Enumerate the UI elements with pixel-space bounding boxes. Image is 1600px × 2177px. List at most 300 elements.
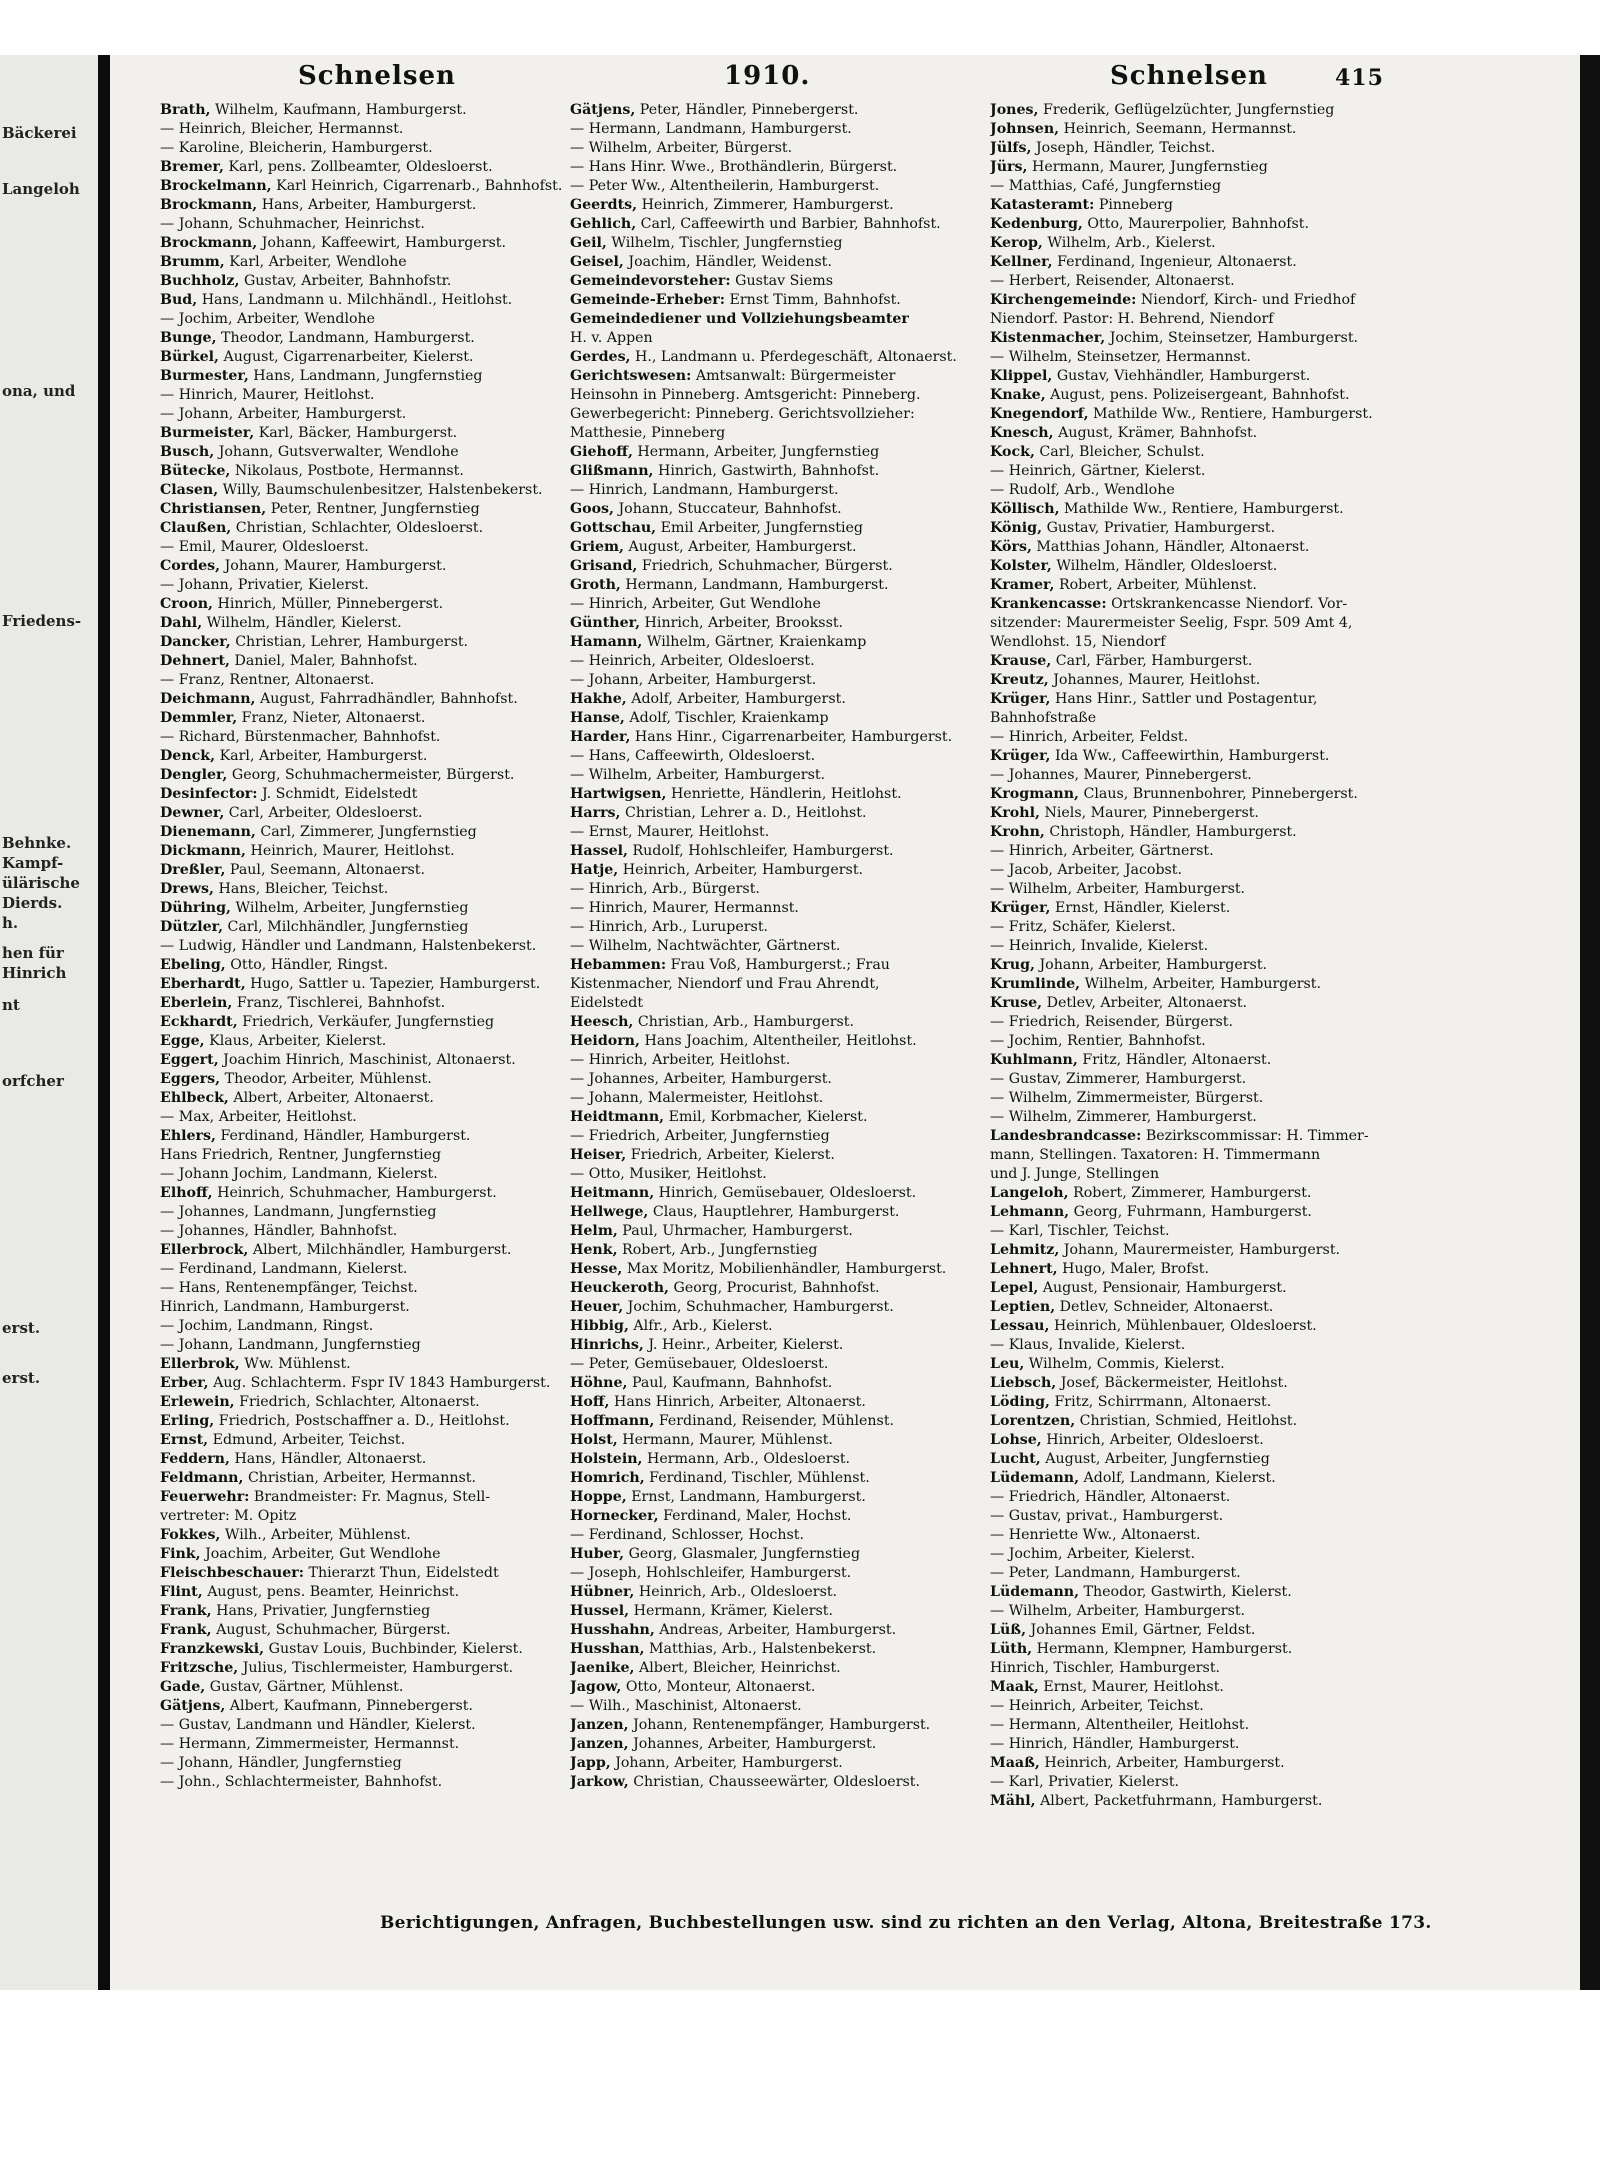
entry-details: — Richard, Bürstenmacher, Bahnhofst. bbox=[160, 729, 441, 745]
entry-surname: Dengler, bbox=[160, 767, 228, 783]
directory-entry bbox=[570, 1678, 974, 1697]
entry-details: Christian, Chausseewärter, Oldesloerst. bbox=[633, 1774, 920, 1790]
directory-entry bbox=[990, 329, 1394, 348]
directory-entry bbox=[160, 1146, 564, 1165]
directory-entry bbox=[990, 1279, 1394, 1298]
directory-entry bbox=[160, 709, 564, 728]
entry-surname: Hartwigsen, bbox=[570, 786, 667, 802]
directory-entry bbox=[160, 1279, 564, 1298]
entry-details: — Friedrich, Reisender, Bürgerst. bbox=[990, 1014, 1234, 1030]
entry-details: Albert, Milchhändler, Hamburgerst. bbox=[252, 1242, 512, 1258]
entry-surname: Lorentzen, bbox=[990, 1413, 1076, 1429]
entry-details: Franz, Nieter, Altonaerst. bbox=[241, 710, 426, 726]
entry-surname: Hinrichs, bbox=[570, 1337, 644, 1353]
directory-entry bbox=[990, 1336, 1394, 1355]
entry-details: Christian, Schmied, Heitlohst. bbox=[1079, 1413, 1298, 1429]
entry-details: Joachim Hinrich, Maschinist, Altonaerst. bbox=[223, 1052, 516, 1068]
directory-entry bbox=[570, 1374, 974, 1393]
entry-surname: Harder, bbox=[570, 729, 631, 745]
scanned-spread bbox=[0, 55, 1600, 1990]
entry-details: Hans Joachim, Altentheiler, Heitlohst. bbox=[644, 1033, 917, 1049]
entry-details: Hans, Bleicher, Teichst. bbox=[218, 881, 389, 897]
entry-details: Hermann, Arbeiter, Jungfernstieg bbox=[637, 444, 880, 460]
entry-details: Karl Heinrich, Cigarrenarb., Bahnhofst. bbox=[276, 178, 563, 194]
entry-details: — Herbert, Reisender, Altonaerst. bbox=[990, 273, 1235, 289]
column-3 bbox=[990, 101, 1394, 1811]
entry-surname: Krohl, bbox=[990, 805, 1040, 821]
directory-entry bbox=[570, 975, 974, 994]
entry-details: — Wilhelm, Steinsetzer, Hermannst. bbox=[990, 349, 1251, 365]
entry-details: Hans, Arbeiter, Hamburgerst. bbox=[261, 197, 477, 213]
page-number: 415 bbox=[1335, 65, 1384, 91]
directory-entry bbox=[570, 728, 974, 747]
directory-entry bbox=[160, 481, 564, 500]
entry-details: Gustav Louis, Buchbinder, Kielerst. bbox=[268, 1641, 523, 1657]
entry-surname: Claußen, bbox=[160, 520, 232, 536]
directory-entry bbox=[990, 576, 1394, 595]
entry-details: — Karl, Privatier, Kielerst. bbox=[990, 1774, 1180, 1790]
directory-entry bbox=[990, 557, 1394, 576]
directory-entry bbox=[570, 1545, 974, 1564]
directory-entry bbox=[570, 367, 974, 386]
entry-details: Daniel, Maler, Bahnhofst. bbox=[234, 653, 418, 669]
entry-details: Heinrich, Arbeiter, Hamburgerst. bbox=[1044, 1755, 1285, 1771]
entry-details: Wilhelm, Händler, Kielerst. bbox=[206, 615, 402, 631]
entry-surname: Leptien, bbox=[990, 1299, 1056, 1315]
entry-details: Hermann, Arb., Oldesloerst. bbox=[646, 1451, 851, 1467]
entry-details: Friedrich, Postschaffner a. D., Heitlohst. bbox=[218, 1413, 510, 1429]
directory-entry bbox=[570, 1279, 974, 1298]
entry-surname: Knake, bbox=[990, 387, 1046, 403]
directory-entry bbox=[570, 348, 974, 367]
directory-entry bbox=[160, 386, 564, 405]
entry-surname: Fokkes, bbox=[160, 1527, 221, 1543]
directory-entry bbox=[990, 1507, 1394, 1526]
directory-entry bbox=[570, 1469, 974, 1488]
directory-entry bbox=[160, 880, 564, 899]
directory-entry bbox=[990, 804, 1394, 823]
directory-entry bbox=[570, 1298, 974, 1317]
entry-surname: Gätjens, bbox=[160, 1698, 226, 1714]
directory-entry bbox=[990, 1203, 1394, 1222]
entry-details: Johannes, Maurer, Heitlohst. bbox=[1053, 672, 1261, 688]
directory-entry bbox=[160, 1317, 564, 1336]
entry-details: August, Arbeiter, Jungfernstieg bbox=[1045, 1451, 1270, 1467]
entry-details: Georg, Procurist, Bahnhofst. bbox=[673, 1280, 880, 1296]
directory-entry bbox=[570, 861, 974, 880]
entry-surname: Demmler, bbox=[160, 710, 238, 726]
directory-entry bbox=[570, 405, 974, 424]
entry-surname: Lehnert, bbox=[990, 1261, 1058, 1277]
entry-details: Carl, Arbeiter, Oldesloerst. bbox=[228, 805, 423, 821]
previous-page-fragment: ülärische bbox=[2, 874, 80, 892]
entry-surname: Krause, bbox=[990, 653, 1052, 669]
entry-details: Wilhelm, Kaufmann, Hamburgerst. bbox=[214, 102, 467, 118]
previous-page-fragment: Hinrich bbox=[2, 964, 67, 982]
entry-surname: Erlewein, bbox=[160, 1394, 235, 1410]
entry-details: — Heinrich, Arbeiter, Oldesloerst. bbox=[570, 653, 815, 669]
entry-details: August, Pensionair, Hamburgerst. bbox=[1042, 1280, 1287, 1296]
directory-entry bbox=[990, 671, 1394, 690]
entry-surname: Feldmann, bbox=[160, 1470, 244, 1486]
entry-surname: Eggers, bbox=[160, 1071, 221, 1087]
entry-details: Hermann, Landmann, Hamburgerst. bbox=[625, 577, 889, 593]
entry-details: und J. Junge, Stellingen bbox=[990, 1166, 1160, 1182]
directory-entry bbox=[990, 1089, 1394, 1108]
directory-entry bbox=[160, 937, 564, 956]
directory-entry bbox=[160, 367, 564, 386]
entry-details: — Hinrich, Arbeiter, Gut Wendlohe bbox=[570, 596, 821, 612]
directory-entry bbox=[990, 177, 1394, 196]
entry-details: Fritz, Schirrmann, Altonaerst. bbox=[1054, 1394, 1272, 1410]
previous-page-fragment: Behnke. bbox=[2, 834, 72, 852]
entry-surname: Lepel, bbox=[990, 1280, 1039, 1296]
entry-details: Gustav Siems bbox=[735, 273, 833, 289]
directory-entry bbox=[160, 1450, 564, 1469]
directory-entry bbox=[570, 1089, 974, 1108]
entry-details: Christian, Lehrer a. D., Heitlohst. bbox=[625, 805, 867, 821]
directory-entry bbox=[570, 557, 974, 576]
directory-entry bbox=[570, 1051, 974, 1070]
directory-entry bbox=[570, 1602, 974, 1621]
entry-details: Georg, Glasmaler, Jungfernstieg bbox=[628, 1546, 861, 1562]
entry-details: Wilhelm, Arbeiter, Jungfernstieg bbox=[235, 900, 469, 916]
entry-details: Niendorf. Pastor: H. Behrend, Niendorf bbox=[990, 311, 1274, 327]
previous-page-fragment: Langeloh bbox=[2, 180, 80, 198]
entry-surname: Mähl, bbox=[990, 1793, 1036, 1809]
entry-surname: Groth, bbox=[570, 577, 621, 593]
directory-entry bbox=[160, 329, 564, 348]
entry-details: Johann, Stuccateur, Bahnhofst. bbox=[618, 501, 842, 517]
directory-entry bbox=[570, 538, 974, 557]
previous-page-fragment: nt bbox=[2, 996, 20, 1014]
directory-entry bbox=[570, 823, 974, 842]
entry-details: Carl, Milchhändler, Jungfernstieg bbox=[227, 919, 469, 935]
entry-details: Georg, Fuhrmann, Hamburgerst. bbox=[1073, 1204, 1312, 1220]
directory-entry bbox=[570, 196, 974, 215]
entry-details: Wilh., Arbeiter, Mühlenst. bbox=[224, 1527, 411, 1543]
entry-surname: Glißmann, bbox=[570, 463, 654, 479]
entry-details: August, Schuhmacher, Bürgerst. bbox=[216, 1622, 451, 1638]
entry-details: — Emil, Maurer, Oldesloerst. bbox=[160, 539, 369, 555]
directory-entry bbox=[570, 120, 974, 139]
directory-entry bbox=[570, 1735, 974, 1754]
entry-details: Matthesie, Pinneberg bbox=[570, 425, 726, 441]
entry-surname: Eggert, bbox=[160, 1052, 219, 1068]
entry-details: — Johannes, Händler, Bahnhofst. bbox=[160, 1223, 398, 1239]
entry-details: Hugo, Sattler u. Tapezier, Hamburgerst. bbox=[250, 976, 541, 992]
directory-entry bbox=[990, 1070, 1394, 1089]
directory-entry bbox=[160, 462, 564, 481]
entry-details: — Johannes, Landmann, Jungfernstieg bbox=[160, 1204, 437, 1220]
entry-details: mann, Stellingen. Taxatoren: H. Timmermann bbox=[990, 1147, 1321, 1163]
entry-surname: Gemeinde-Erheber: bbox=[570, 292, 726, 308]
entry-details: — Wilh., Maschinist, Altonaerst. bbox=[570, 1698, 802, 1714]
entry-surname: Fink, bbox=[160, 1546, 201, 1562]
directory-entry bbox=[570, 1431, 974, 1450]
directory-entry bbox=[990, 1412, 1394, 1431]
entry-surname: Maak, bbox=[990, 1679, 1039, 1695]
entry-details: Hans Hinr., Cigarrenarbeiter, Hamburgerst. bbox=[634, 729, 953, 745]
directory-entry bbox=[990, 937, 1394, 956]
previous-page-fragment: erst. bbox=[2, 1369, 41, 1387]
directory-entry bbox=[160, 215, 564, 234]
entry-details: Hinrich, Müller, Pinnebergerst. bbox=[217, 596, 444, 612]
entry-surname: Husshahn, bbox=[570, 1622, 655, 1638]
entry-details: Hans Hinrich, Arbeiter, Altonaerst. bbox=[613, 1394, 866, 1410]
directory-entry bbox=[160, 1260, 564, 1279]
directory-entry bbox=[160, 785, 564, 804]
entry-surname: Gemeindediener und Vollziehungsbeamter bbox=[570, 311, 909, 327]
entry-surname: Lüth, bbox=[990, 1641, 1033, 1657]
directory-entry bbox=[570, 443, 974, 462]
directory-entry bbox=[160, 158, 564, 177]
directory-entry bbox=[570, 1184, 974, 1203]
entry-surname: Krogmann, bbox=[990, 786, 1079, 802]
entry-surname: Eberlein, bbox=[160, 995, 233, 1011]
entry-surname: Lüdemann, bbox=[990, 1584, 1080, 1600]
entry-surname: Lucht, bbox=[990, 1451, 1041, 1467]
entry-details: — Johann, Landmann, Jungfernstieg bbox=[160, 1337, 421, 1353]
entry-surname: Elhoff, bbox=[160, 1185, 213, 1201]
directory-entry bbox=[160, 1336, 564, 1355]
entry-details: — Peter, Landmann, Hamburgerst. bbox=[990, 1565, 1241, 1581]
entry-details: Hermann, Maurer, Mühlenst. bbox=[622, 1432, 833, 1448]
entry-details: Henriette, Händlerin, Heitlohst. bbox=[670, 786, 902, 802]
entry-details: Ernst, Landmann, Hamburgerst. bbox=[631, 1489, 866, 1505]
directory-entry bbox=[990, 291, 1394, 310]
entry-details: Carl, Bleicher, Schulst. bbox=[1039, 444, 1205, 460]
entry-surname: Gemeindevorsteher: bbox=[570, 273, 731, 289]
entry-surname: Hellwege, bbox=[570, 1204, 649, 1220]
entry-surname: Landesbrandcasse: bbox=[990, 1128, 1142, 1144]
directory-entry bbox=[160, 614, 564, 633]
entry-surname: Japp, bbox=[570, 1755, 611, 1771]
directory-entry bbox=[570, 272, 974, 291]
entry-surname: Krankencasse: bbox=[990, 596, 1107, 612]
entry-surname: Knesch, bbox=[990, 425, 1054, 441]
entry-details: Hans Hinr., Sattler und Postagentur, bbox=[1054, 691, 1318, 707]
directory-entry bbox=[990, 1640, 1394, 1659]
entry-surname: Knegendorf, bbox=[990, 406, 1089, 422]
directory-entry bbox=[990, 595, 1394, 614]
entry-details: — Jacob, Arbeiter, Jacobst. bbox=[990, 862, 1183, 878]
directory-entry bbox=[160, 1735, 564, 1754]
entry-surname: Hoffmann, bbox=[570, 1413, 655, 1429]
directory-entry bbox=[990, 1526, 1394, 1545]
entry-details: Otto, Händler, Ringst. bbox=[230, 957, 388, 973]
directory-entry bbox=[160, 823, 564, 842]
entry-surname: Jülfs, bbox=[990, 140, 1032, 156]
directory-entry bbox=[570, 329, 974, 348]
directory-entry bbox=[990, 1450, 1394, 1469]
directory-entry bbox=[990, 196, 1394, 215]
entry-surname: Frank, bbox=[160, 1622, 212, 1638]
entry-details: — Hermann, Zimmermeister, Hermannst. bbox=[160, 1736, 460, 1752]
directory-entry bbox=[160, 1564, 564, 1583]
directory-entry bbox=[160, 633, 564, 652]
entry-details: Heinrich, Schuhmacher, Hamburgerst. bbox=[217, 1185, 497, 1201]
entry-details: — Matthias, Café, Jungfernstieg bbox=[990, 178, 1222, 194]
entry-surname: Gätjens, bbox=[570, 102, 636, 118]
directory-entry bbox=[990, 1621, 1394, 1640]
entry-details: — Peter, Gemüsebauer, Oldesloerst. bbox=[570, 1356, 829, 1372]
entry-details: — Heinrich, Bleicher, Hermannst. bbox=[160, 121, 404, 137]
entry-details: — Hinrich, Arbeiter, Heitlohst. bbox=[570, 1052, 791, 1068]
entry-details: Klaus, Arbeiter, Kielerst. bbox=[209, 1033, 387, 1049]
entry-details: Fritz, Händler, Altonaerst. bbox=[1082, 1052, 1272, 1068]
entry-details: Wilhelm, Arb., Kielerst. bbox=[1047, 235, 1216, 251]
entry-surname: Köllisch, bbox=[990, 501, 1060, 517]
entry-details: Georg, Schuhmachermeister, Bürgerst. bbox=[231, 767, 515, 783]
entry-details: Wilhelm, Händler, Oldesloerst. bbox=[1056, 558, 1278, 574]
entry-details: Pinneberg bbox=[1098, 197, 1173, 213]
directory-entry bbox=[160, 747, 564, 766]
entry-details: Hans, Landmann, Jungfernstieg bbox=[253, 368, 483, 384]
entry-surname: Bütecke, bbox=[160, 463, 231, 479]
entry-surname: Drews, bbox=[160, 881, 214, 897]
entry-details: — Heinrich, Gärtner, Kielerst. bbox=[990, 463, 1206, 479]
entry-details: — Hans, Caffeewirth, Oldesloerst. bbox=[570, 748, 816, 764]
entry-details: Joachim, Arbeiter, Gut Wendlohe bbox=[205, 1546, 441, 1562]
entry-details: — Ludwig, Händler und Landmann, Halstenbekerst. bbox=[160, 938, 537, 954]
directory-entry bbox=[160, 1298, 564, 1317]
directory-entry bbox=[570, 1773, 974, 1792]
previous-page-fragment: Dierds. bbox=[2, 894, 63, 912]
directory-entry bbox=[570, 310, 974, 329]
directory-entry bbox=[160, 1754, 564, 1773]
entry-details: — Johann, Malermeister, Heitlohst. bbox=[570, 1090, 824, 1106]
directory-entry bbox=[990, 310, 1394, 329]
directory-entry bbox=[570, 994, 974, 1013]
directory-entry bbox=[990, 1108, 1394, 1127]
directory-entry bbox=[160, 728, 564, 747]
entry-surname: Hoppe, bbox=[570, 1489, 627, 1505]
entry-details: Nikolaus, Postbote, Hermannst. bbox=[234, 463, 464, 479]
directory-entry bbox=[990, 1032, 1394, 1051]
directory-entry bbox=[990, 538, 1394, 557]
entry-surname: Gottschau, bbox=[570, 520, 657, 536]
entry-details: — Karl, Tischler, Teichst. bbox=[990, 1223, 1170, 1239]
directory-entry bbox=[160, 1716, 564, 1735]
entry-details: — Ferdinand, Schlosser, Hochst. bbox=[570, 1527, 804, 1543]
entry-surname: Bremer, bbox=[160, 159, 224, 175]
entry-details: — Ferdinand, Landmann, Kielerst. bbox=[160, 1261, 408, 1277]
directory-entry bbox=[160, 1640, 564, 1659]
entry-surname: Kock, bbox=[990, 444, 1035, 460]
entry-details: — Johann Jochim, Landmann, Kielerst. bbox=[160, 1166, 438, 1182]
entry-details: Willy, Baumschulenbesitzer, Halstenbekerst. bbox=[222, 482, 543, 498]
entry-surname: Ehlbeck, bbox=[160, 1090, 229, 1106]
entry-details: Hermann, Maurer, Jungfernstieg bbox=[1031, 159, 1268, 175]
entry-details: Adolf, Landmann, Kielerst. bbox=[1083, 1470, 1276, 1486]
entry-details: Frau Voß, Hamburgerst.; Frau bbox=[670, 957, 890, 973]
entry-surname: Heuer, bbox=[570, 1299, 624, 1315]
entry-details: sitzender: Maurermeister Seelig, Fspr. 509 Amt 4, bbox=[990, 615, 1353, 631]
entry-surname: Liebsch, bbox=[990, 1375, 1057, 1391]
directory-entry bbox=[160, 1374, 564, 1393]
entry-surname: Ellerbrock, bbox=[160, 1242, 249, 1258]
directory-entry bbox=[160, 196, 564, 215]
entry-surname: Bürkel, bbox=[160, 349, 219, 365]
directory-entry bbox=[990, 899, 1394, 918]
entry-details: — Johannes, Arbeiter, Hamburgerst. bbox=[570, 1071, 832, 1087]
entry-surname: Kerop, bbox=[990, 235, 1043, 251]
entry-surname: Krohn, bbox=[990, 824, 1045, 840]
entry-details: Heinrich, Arbeiter, Hamburgerst. bbox=[622, 862, 864, 878]
entry-details: — Heinrich, Invalide, Kielerst. bbox=[990, 938, 1209, 954]
directory-entry bbox=[990, 253, 1394, 272]
entry-details: Niels, Maurer, Pinnebergerst. bbox=[1044, 805, 1259, 821]
directory-entry bbox=[570, 709, 974, 728]
entry-details: Albert, Kaufmann, Pinnebergerst. bbox=[229, 1698, 473, 1714]
entry-details: Robert, Zimmerer, Hamburgerst. bbox=[1073, 1185, 1312, 1201]
previous-page-fragment: ona, und bbox=[2, 382, 76, 400]
entry-details: Wilhelm, Tischler, Jungfernstieg bbox=[611, 235, 843, 251]
entry-details: Peter, Rentner, Jungfernstieg bbox=[270, 501, 480, 517]
entry-details: Adolf, Tischler, Kraienkamp bbox=[629, 710, 829, 726]
entry-details: Emil Arbeiter, Jungfernstieg bbox=[660, 520, 863, 536]
entry-surname: Bunge, bbox=[160, 330, 217, 346]
entry-details: — Johann, Arbeiter, Hamburgerst. bbox=[160, 406, 407, 422]
entry-details: — Hans Hinr. Wwe., Brothändlerin, Bürgerst. bbox=[570, 159, 898, 175]
directory-entry bbox=[160, 234, 564, 253]
entry-surname: Dühring, bbox=[160, 900, 231, 916]
entry-details: Johann, Kaffeewirt, Hamburgerst. bbox=[261, 235, 506, 251]
entry-details: Albert, Arbeiter, Altonaerst. bbox=[233, 1090, 434, 1106]
entry-surname: Hassel, bbox=[570, 843, 628, 859]
entry-details: Heinrich, Maurer, Heitlohst. bbox=[250, 843, 455, 859]
directory-entry bbox=[160, 1659, 564, 1678]
directory-entry bbox=[570, 500, 974, 519]
entry-details: Brandmeister: Fr. Magnus, Stell- bbox=[253, 1489, 491, 1505]
entry-surname: Kedenburg, bbox=[990, 216, 1083, 232]
entry-details: — John., Schlachtermeister, Bahnhofst. bbox=[160, 1774, 443, 1790]
directory-entry bbox=[160, 804, 564, 823]
entry-details: Peter, Händler, Pinnebergerst. bbox=[639, 102, 859, 118]
entry-surname: Hoff, bbox=[570, 1394, 610, 1410]
entry-surname: Dreßler, bbox=[160, 862, 226, 878]
directory-entry bbox=[990, 652, 1394, 671]
entry-surname: Bud, bbox=[160, 292, 198, 308]
directory-entry bbox=[990, 1260, 1394, 1279]
directory-entry bbox=[990, 956, 1394, 975]
entry-details: Jochim, Schuhmacher, Hamburgerst. bbox=[627, 1299, 894, 1315]
entry-details: Edmund, Arbeiter, Teichst. bbox=[212, 1432, 406, 1448]
entry-details: — Johann, Privatier, Kielerst. bbox=[160, 577, 369, 593]
directory-entry bbox=[990, 1184, 1394, 1203]
entry-details: — Henriette Ww., Altonaerst. bbox=[990, 1527, 1201, 1543]
directory-entry bbox=[990, 443, 1394, 462]
entry-details: Ernst, Maurer, Heitlohst. bbox=[1043, 1679, 1224, 1695]
directory-entry bbox=[160, 519, 564, 538]
entry-details: — Gustav, Landmann und Händler, Kielerst. bbox=[160, 1717, 476, 1733]
entry-surname: Dützler, bbox=[160, 919, 224, 935]
entry-details: Christoph, Händler, Hamburgerst. bbox=[1049, 824, 1297, 840]
directory-entry bbox=[570, 1355, 974, 1374]
entry-surname: Heidtmann, bbox=[570, 1109, 665, 1125]
entry-surname: Krug, bbox=[990, 957, 1035, 973]
entry-surname: Dienemann, bbox=[160, 824, 256, 840]
running-head-right: Schnelsen bbox=[1110, 61, 1268, 91]
entry-details: Ernst Timm, Bahnhofst. bbox=[729, 292, 901, 308]
directory-entry bbox=[160, 1089, 564, 1108]
directory-entry bbox=[570, 139, 974, 158]
directory-entry bbox=[570, 481, 974, 500]
directory-entry bbox=[160, 1108, 564, 1127]
directory-entry bbox=[160, 291, 564, 310]
directory-entry bbox=[990, 1013, 1394, 1032]
